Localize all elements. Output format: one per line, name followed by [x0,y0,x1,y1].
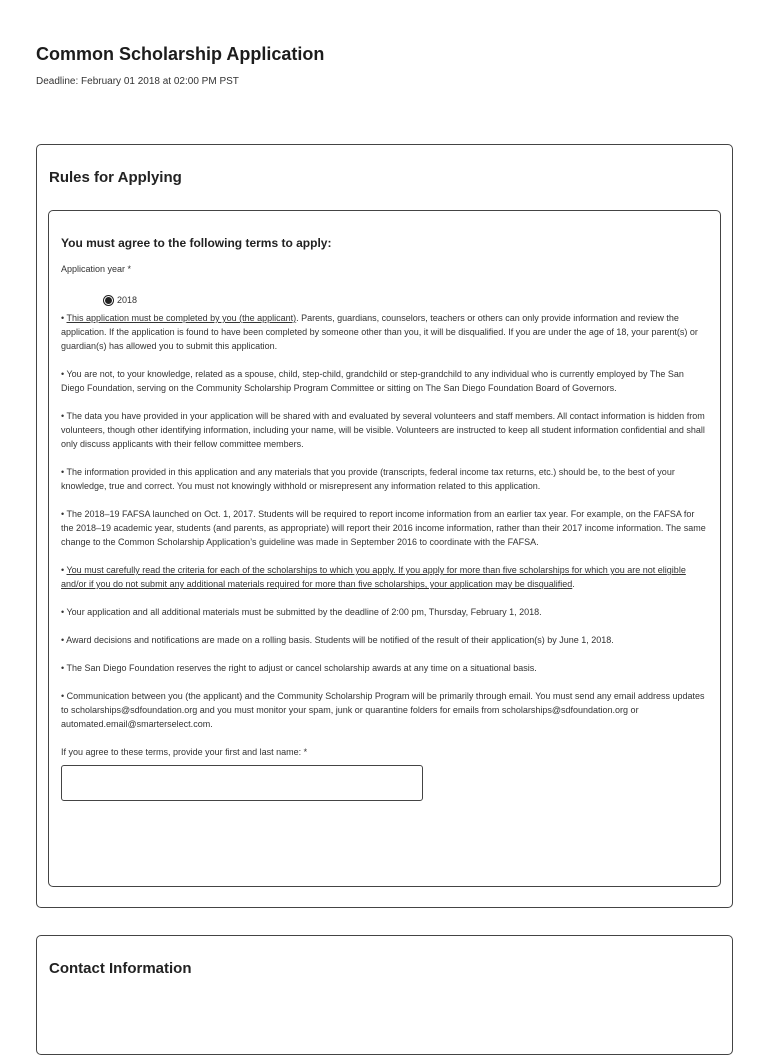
terms-panel [48,210,721,887]
term-text: The data you have provided in your application will be shared with and evaluated by several volunteers and staff members. All contact information is hidden from volunteers, though other identifying information, including your name, will be visible. Volunteers are instructed to keep all student information confidential and shall only discuss applicants with their fellow committee members. [61,411,705,449]
term-item [61,367,708,395]
term-text: . [572,579,575,589]
term-text: You are not, to your knowledge, related as a spouse, child, step-child, grandchild or step-grandchild to any individual who is currently employed by The San Diego Foundation, serving on the Community Scholarship Program Committee or sitting on The San Diego Foundation Board of Governors. [61,369,684,393]
term-item [61,465,708,493]
term-text: . Parents, guardians, counselors, teachers or others can only provide information and review the application. If the application is found to have been completed by someone other than you, it will be disqualified. If you are under the age of 18, your parent(s) or guardian(s) has allowed you to submit this application. [61,313,698,351]
term-item [61,661,708,675]
bullet-icon: • [61,663,67,673]
term-item [61,507,708,549]
bullet-icon: • [61,313,67,323]
radio-selected-icon[interactable] [103,295,114,306]
term-item [61,633,708,647]
term-text: Award decisions and notifications are made on a rolling basis. Students will be notified of the result of their application(s) by June 1, 2018. [66,635,614,645]
bullet-icon: • [61,565,67,575]
year-radio-option[interactable] [103,293,708,307]
deadline-text: Deadline: February 01 2018 at 02:00 PM PST [36,76,239,87]
full-name-input[interactable] [61,765,423,801]
term-item [61,605,708,619]
term-item [61,563,708,591]
bullet-icon: • [61,467,67,477]
term-text: Your application and all additional materials must be submitted by the deadline of 2:00 pm, Thursday, February 1, 2018. [66,607,542,617]
bullet-icon: • [61,369,67,379]
term-emphasis: You must carefully read the criteria for each of the scholarships to which you apply. If you apply for more than five scholarships for which you are not eligible and/or if you do not submit any additional materials required for more than five scholarships, your application may be disqualified [61,565,686,589]
contact-heading: Contact Information [49,960,192,977]
term-text: The 2018–19 FAFSA launched on Oct. 1, 2017. Students will be required to report income information from an earlier tax year. For example, on the FAFSA for the 2018–19 academic year, students (and parents, as appropriate) will report their 2016 income information, rather than their 2017 income information. The same change to the Common Scholarship Application’s guideline was made in September 2016 to coordinate with the FAFSA. [61,509,706,547]
rules-section [36,144,733,908]
application-year-label: Application year * [61,264,132,274]
terms-list [61,311,708,731]
bullet-icon: • [61,411,67,421]
page-title: Common Scholarship Application [36,44,325,64]
contact-section [36,935,733,1055]
bullet-icon: • [61,635,67,645]
year-option-label: 2018 [117,295,138,305]
term-item [61,689,708,731]
term-text: The San Diego Foundation reserves the right to adjust or cancel scholarship awards at any time on a situational basis. [66,663,537,673]
bullet-icon: • [61,607,67,617]
term-text: Communication between you (the applicant) and the Community Scholarship Program will be primarily through email. You must send any email address updates to scholarships@sdfoundation.org and you must monitor your spam, junk or quarantine folders for emails from scholarships@sdfoundation.org or automated.email@smarterselect.com. [61,691,705,729]
term-item [61,409,708,451]
bullet-icon: • [61,691,67,701]
term-item [61,311,708,353]
rules-heading: Rules for Applying [49,169,182,186]
terms-heading: You must agree to the following terms to apply: [61,236,332,250]
agree-name-label: If you agree to these terms, provide your first and last name: * [61,747,308,757]
bullet-icon: • [61,509,67,519]
term-emphasis: This application must be completed by you (the applicant) [66,313,297,323]
term-text: The information provided in this application and any materials that you provide (transcripts, federal income tax returns, etc.) should be, to the best of your knowledge, true and correct. You must not knowingly withhold or misrepresent any information related to this application. [61,467,675,491]
